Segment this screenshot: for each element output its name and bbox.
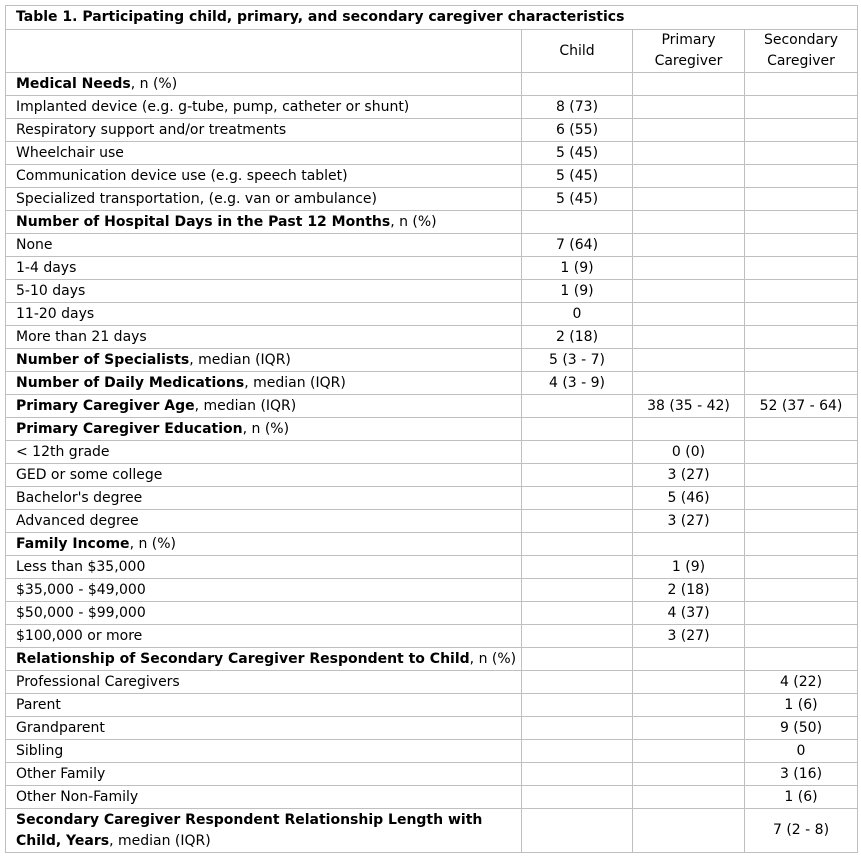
header-primary-caregiver	[633, 30, 745, 73]
primary-caregiver-value	[633, 694, 745, 717]
section-title: Number of Specialists	[16, 351, 190, 368]
secondary-caregiver-value: 3 (16)	[745, 763, 858, 786]
table-row	[6, 303, 858, 326]
child-value	[522, 211, 633, 234]
secondary-caregiver-value: 0	[745, 740, 858, 763]
primary-caregiver-value: 38 (35 - 42)	[633, 395, 745, 418]
secondary-caregiver-value	[745, 211, 858, 234]
section-stat-type: , n (%)	[390, 213, 437, 230]
primary-caregiver-value	[633, 188, 745, 211]
child-value: 5 (45)	[522, 165, 633, 188]
primary-caregiver-value	[633, 303, 745, 326]
child-value	[522, 533, 633, 556]
child-value	[522, 809, 633, 853]
section-stat-type: , n (%)	[129, 535, 177, 552]
row-label: Other Non-Family	[6, 786, 522, 809]
section-title: Primary Caregiver Age	[16, 397, 195, 414]
row-label	[6, 73, 522, 96]
primary-caregiver-value	[633, 257, 745, 280]
table-row	[6, 188, 858, 211]
row-label: Less than $35,000	[6, 556, 522, 579]
child-value	[522, 763, 633, 786]
table-row	[6, 326, 858, 349]
section-stat-type: , median (IQR)	[244, 374, 346, 391]
primary-caregiver-value	[633, 326, 745, 349]
secondary-caregiver-value: 4 (22)	[745, 671, 858, 694]
secondary-caregiver-value	[745, 533, 858, 556]
primary-caregiver-value	[633, 717, 745, 740]
primary-caregiver-value	[633, 740, 745, 763]
row-label: Professional Caregivers	[6, 671, 522, 694]
child-value	[522, 648, 633, 671]
row-label: 5-10 days	[6, 280, 522, 303]
primary-caregiver-value: 1 (9)	[633, 556, 745, 579]
table-row	[6, 280, 858, 303]
table-row	[6, 96, 858, 119]
header-child	[522, 30, 633, 73]
child-value: 1 (9)	[522, 280, 633, 303]
section-title: Number of Daily Medications	[16, 374, 245, 391]
primary-caregiver-value: 3 (27)	[633, 625, 745, 648]
secondary-caregiver-value	[745, 165, 858, 188]
header-blank	[6, 30, 522, 73]
secondary-caregiver-value	[745, 73, 858, 96]
child-value: 4 (3 - 9)	[522, 372, 633, 395]
child-value: 5 (3 - 7)	[522, 349, 633, 372]
row-label	[6, 211, 522, 234]
section-stat-type: , n (%)	[130, 75, 178, 92]
header-secondary-caregiver	[745, 30, 858, 73]
row-label: $35,000 - $49,000	[6, 579, 522, 602]
section-title: Secondary Caregiver Respondent Relationship Length with Child, Years	[16, 811, 483, 849]
row-label	[6, 395, 522, 418]
primary-caregiver-value	[633, 119, 745, 142]
primary-caregiver-value	[633, 234, 745, 257]
primary-caregiver-value	[633, 372, 745, 395]
section-stat-type: , n (%)	[242, 420, 290, 437]
table-row	[6, 142, 858, 165]
header-secondary-line1: Secondary	[763, 32, 839, 48]
table-row	[6, 441, 858, 464]
section-header-row	[6, 372, 858, 395]
section-title: Medical Needs	[16, 75, 131, 92]
row-label: 1-4 days	[6, 257, 522, 280]
section-header-row	[6, 648, 858, 671]
child-value	[522, 556, 633, 579]
section-title: Primary Caregiver Education	[16, 420, 243, 437]
row-label: Specialized transportation, (e.g. van or ambulance)	[6, 188, 522, 211]
section-stat-type: , n (%)	[469, 650, 517, 667]
secondary-caregiver-value	[745, 257, 858, 280]
primary-caregiver-value	[633, 648, 745, 671]
table-row	[6, 165, 858, 188]
child-value	[522, 441, 633, 464]
child-value: 7 (64)	[522, 234, 633, 257]
secondary-caregiver-value	[745, 602, 858, 625]
secondary-caregiver-value	[745, 418, 858, 441]
section-header-row	[6, 73, 858, 96]
primary-caregiver-value	[633, 671, 745, 694]
section-title: Family Income	[16, 535, 130, 552]
section-header-row	[6, 533, 858, 556]
row-label: More than 21 days	[6, 326, 522, 349]
primary-caregiver-value	[633, 786, 745, 809]
table-row	[6, 694, 858, 717]
row-label: Respiratory support and/or treatments	[6, 119, 522, 142]
row-label: $50,000 - $99,000	[6, 602, 522, 625]
child-value	[522, 671, 633, 694]
row-label	[6, 349, 522, 372]
child-value	[522, 579, 633, 602]
secondary-caregiver-value	[745, 96, 858, 119]
primary-caregiver-value	[633, 280, 745, 303]
table-row	[6, 602, 858, 625]
child-value: 5 (45)	[522, 188, 633, 211]
secondary-caregiver-value	[745, 625, 858, 648]
table-row	[6, 625, 858, 648]
secondary-caregiver-value	[745, 441, 858, 464]
secondary-caregiver-value	[745, 119, 858, 142]
row-label: Grandparent	[6, 717, 522, 740]
child-value	[522, 418, 633, 441]
header-primary-line2: Caregiver	[654, 53, 723, 69]
primary-caregiver-value: 2 (18)	[633, 579, 745, 602]
row-label	[6, 648, 522, 671]
row-label: Communication device use (e.g. speech tablet)	[6, 165, 522, 188]
secondary-caregiver-value: 7 (2 - 8)	[745, 809, 858, 853]
secondary-caregiver-value: 9 (50)	[745, 717, 858, 740]
child-value: 8 (73)	[522, 96, 633, 119]
child-value	[522, 717, 633, 740]
primary-caregiver-value	[633, 809, 745, 853]
row-label	[6, 533, 522, 556]
child-value	[522, 694, 633, 717]
table-row	[6, 464, 858, 487]
table-row	[6, 786, 858, 809]
table-row	[6, 234, 858, 257]
section-header-row	[6, 211, 858, 234]
section-stat-type: , median (IQR)	[109, 832, 211, 849]
section-header-row	[6, 809, 858, 853]
table-row	[6, 487, 858, 510]
child-value	[522, 740, 633, 763]
primary-caregiver-value	[633, 96, 745, 119]
table-row	[6, 740, 858, 763]
child-value	[522, 73, 633, 96]
child-value: 2 (18)	[522, 326, 633, 349]
primary-caregiver-value	[633, 165, 745, 188]
row-label: 11-20 days	[6, 303, 522, 326]
row-label	[6, 372, 522, 395]
primary-caregiver-value	[633, 211, 745, 234]
secondary-caregiver-value	[745, 349, 858, 372]
header-secondary-line2: Caregiver	[767, 53, 835, 69]
primary-caregiver-value	[633, 142, 745, 165]
primary-caregiver-value: 4 (37)	[633, 602, 745, 625]
child-value: 1 (9)	[522, 257, 633, 280]
child-value	[522, 625, 633, 648]
header-primary-line1: Primary	[661, 32, 716, 48]
row-label: < 12th grade	[6, 441, 522, 464]
child-value: 5 (45)	[522, 142, 633, 165]
secondary-caregiver-value	[745, 648, 858, 671]
primary-caregiver-value	[633, 418, 745, 441]
table-row	[6, 257, 858, 280]
secondary-caregiver-value	[745, 556, 858, 579]
child-value	[522, 487, 633, 510]
secondary-caregiver-value	[745, 487, 858, 510]
row-label: $100,000 or more	[6, 625, 522, 648]
child-value	[522, 602, 633, 625]
section-header-row	[6, 418, 858, 441]
secondary-caregiver-value: 52 (37 - 64)	[745, 395, 858, 418]
characteristics-table	[5, 5, 858, 853]
row-label	[6, 418, 522, 441]
secondary-caregiver-value	[745, 372, 858, 395]
secondary-caregiver-value	[745, 579, 858, 602]
secondary-caregiver-value	[745, 280, 858, 303]
row-label: Advanced degree	[6, 510, 522, 533]
section-stat-type: , median (IQR)	[194, 397, 297, 414]
section-title: Number of Hospital Days in the Past 12 Months	[16, 213, 391, 230]
primary-caregiver-value: 3 (27)	[633, 510, 745, 533]
child-value: 6 (55)	[522, 119, 633, 142]
child-value: 0	[522, 303, 633, 326]
table-row	[6, 763, 858, 786]
row-label: Other Family	[6, 763, 522, 786]
row-label: Parent	[6, 694, 522, 717]
primary-caregiver-value: 0 (0)	[633, 441, 745, 464]
secondary-caregiver-value	[745, 326, 858, 349]
row-label: Bachelor's degree	[6, 487, 522, 510]
row-label: None	[6, 234, 522, 257]
row-label: Implanted device (e.g. g-tube, pump, catheter or shunt)	[6, 96, 522, 119]
table-body	[6, 73, 858, 853]
secondary-caregiver-value	[745, 510, 858, 533]
table-header-row	[6, 30, 858, 73]
section-header-row	[6, 395, 858, 418]
child-value	[522, 510, 633, 533]
secondary-caregiver-value	[745, 234, 858, 257]
primary-caregiver-value	[633, 349, 745, 372]
child-value	[522, 786, 633, 809]
row-label: Sibling	[6, 740, 522, 763]
secondary-caregiver-value	[745, 303, 858, 326]
row-label: Wheelchair use	[6, 142, 522, 165]
section-title: Relationship of Secondary Caregiver Respondent to Child	[16, 650, 470, 667]
row-label	[6, 809, 522, 853]
table-row	[6, 510, 858, 533]
primary-caregiver-value: 5 (46)	[633, 487, 745, 510]
secondary-caregiver-value: 1 (6)	[745, 694, 858, 717]
table-row	[6, 579, 858, 602]
table-title-row	[6, 6, 858, 30]
secondary-caregiver-value	[745, 464, 858, 487]
secondary-caregiver-value	[745, 142, 858, 165]
table-row	[6, 717, 858, 740]
secondary-caregiver-value	[745, 188, 858, 211]
primary-caregiver-value	[633, 763, 745, 786]
table-row	[6, 671, 858, 694]
header-child-label: Child	[559, 42, 595, 59]
primary-caregiver-value	[633, 533, 745, 556]
child-value	[522, 464, 633, 487]
row-label: GED or some college	[6, 464, 522, 487]
primary-caregiver-value: 3 (27)	[633, 464, 745, 487]
table-row	[6, 119, 858, 142]
primary-caregiver-value	[633, 73, 745, 96]
secondary-caregiver-value: 1 (6)	[745, 786, 858, 809]
section-header-row	[6, 349, 858, 372]
child-value	[522, 395, 633, 418]
table-title: Table 1. Participating child, primary, and secondary caregiver characteristics	[6, 6, 858, 30]
section-stat-type: , median (IQR)	[189, 351, 291, 368]
table-row	[6, 556, 858, 579]
